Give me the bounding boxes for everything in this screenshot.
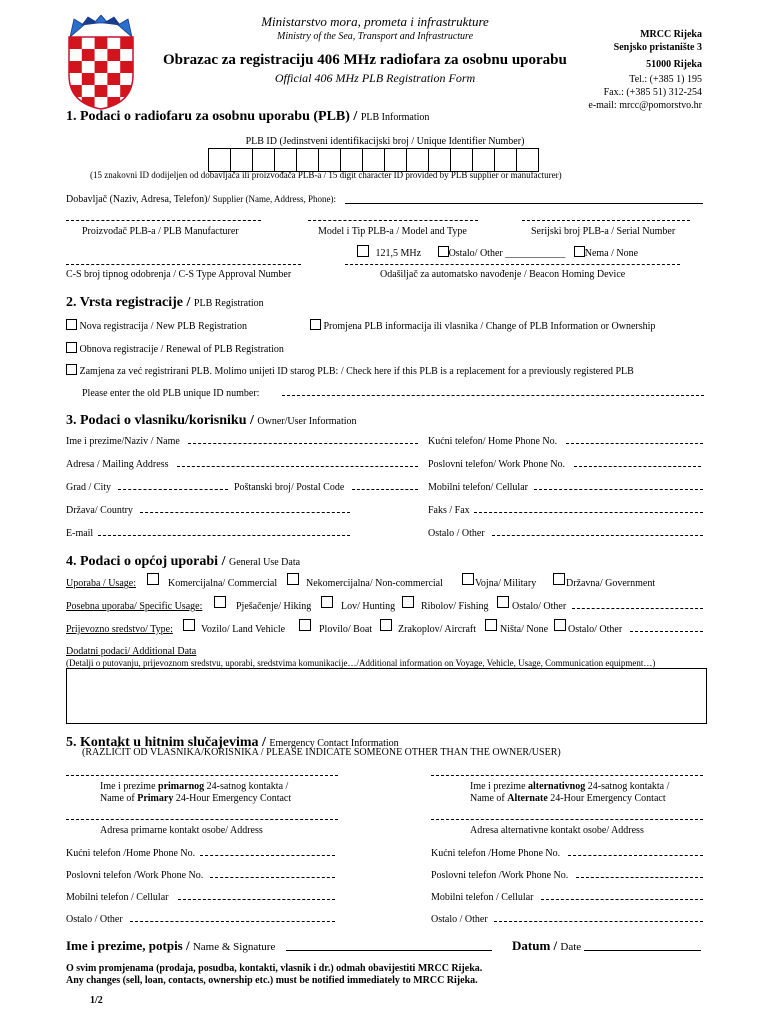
primary-address-label: Adresa primarne kontakt osobe/ Address [100,825,263,836]
homing-121-checkbox[interactable] [357,245,369,257]
alternate-address-label: Adresa alternativne kontakt osobe/ Address [470,825,644,836]
usage-government-label: Državna/ Government [566,578,656,589]
alternate-work-phone-label: Poslovni telefon /Work Phone No. [431,870,569,881]
mrcc-tel: Tel.: (+385 1) 195 [629,74,702,85]
additional-data-textarea[interactable] [66,668,707,724]
reg-replace-option[interactable]: Zamjena za već registrirani PLB. Molimo unijeti ID starog PLB: / Check here if this PLB is a replacement for a previously registered PLB [66,364,634,377]
vehicle-other-checkbox[interactable] [554,619,566,631]
usage-hiking-checkbox[interactable] [214,596,226,608]
owner-other-field[interactable] [492,535,703,536]
primary-address-field[interactable] [66,819,338,820]
plb-id-input-grid[interactable] [208,148,539,172]
owner-fax-field[interactable] [474,512,703,513]
alternate-name-field[interactable] [431,775,703,776]
owner-mobile-field[interactable] [534,489,703,490]
primary-name-field[interactable] [66,775,338,776]
owner-city-label: Grad / City [66,482,111,493]
vehicle-type-label: Prijevozno sredstvo/ Type: [66,624,173,635]
owner-fax-label: Faks / Fax [428,505,470,516]
alternate-work-phone-field[interactable] [576,877,703,878]
primary-name-label: Ime i prezime primarnog 24-satnog kontakta / Name of Primary 24-Hour Emergency Contact [100,781,292,804]
owner-postal-field[interactable] [352,489,418,490]
manufacturer-field[interactable] [66,220,261,221]
owner-name-field[interactable] [188,443,418,444]
owner-name-label: Ime i prezime/Naziv / Name [66,436,180,447]
usage-military-label: Vojna/ Military [475,578,537,589]
vehicle-land-checkbox[interactable] [183,619,195,631]
alternate-mobile-field[interactable] [541,899,703,900]
reg-new-checkbox[interactable] [66,319,77,330]
owner-country-field[interactable] [140,512,350,513]
reg-renewal-option[interactable]: Obnova registracije / Renewal of PLB Registration [66,342,284,355]
owner-address-field[interactable] [177,466,418,467]
primary-work-phone-label: Poslovni telefon /Work Phone No. [66,870,204,881]
owner-country-label: Država/ Country [66,505,133,516]
usage-noncommercial-label: Nekomercijalna/ Non-commercial [306,578,443,589]
owner-postal-label: Poštanski broj/ Postal Code [234,482,345,493]
ministry-name-hr: Ministarstvo mora, prometa i infrastrukture [261,14,489,29]
manufacturer-label: Proizvođač PLB-a / PLB Manufacturer [82,226,239,237]
vehicle-aircraft-checkbox[interactable] [380,619,392,631]
usage-government-checkbox[interactable] [553,573,565,585]
usage-noncommercial-checkbox[interactable] [287,573,299,585]
cs-number-label: C-S broj tipnog odobrenja / C-S Type Approval Number [66,269,292,280]
primary-work-phone-field[interactable] [210,877,335,878]
alternate-home-phone-field[interactable] [568,855,703,856]
vehicle-boat-label: Plovilo/ Boat [319,624,373,635]
date-field[interactable] [584,950,701,951]
signature-field[interactable] [286,950,492,951]
serial-field[interactable] [522,220,690,221]
owner-other-label: Ostalo / Other [428,528,485,539]
section-1-title: 1. Podaci o radiofaru za osobnu uporabu (PLB) / PLB Information [66,109,430,124]
form-title-en: Official 406 MHz PLB Registration Form [274,71,476,85]
primary-home-phone-label: Kućni telefon /Home Phone No. [66,848,196,859]
additional-data-label: Dodatni podaci/ Additional Data [66,646,197,657]
alternate-name-label: Ime i prezime alternativnog 24-satnog kontakta / Name of Alternate 24-Hour Emergency Contact [470,781,670,804]
primary-home-phone-field[interactable] [200,855,335,856]
serial-label: Serijski broj PLB-a / Serial Number [531,226,676,237]
usage-specific-other-field[interactable] [572,608,703,609]
reg-new-option[interactable]: Nova registracija / New PLB Registration [66,319,247,332]
section-3-title: 3. Podaci o vlasniku/korisniku / Owner/User Information [66,413,357,428]
emergency-note: (RAZLIČIT OD VLASNIKA/KORISNIKA / PLEASE INDICATE SOMEONE OTHER THAN THE OWNER/USER) [82,747,561,758]
primary-other-label: Ostalo / Other [66,914,123,925]
reg-replace-checkbox[interactable] [66,364,77,375]
reg-change-checkbox[interactable] [310,319,321,330]
page-number: 1/2 [90,995,103,1006]
reg-change-option[interactable]: Promjena PLB informacija ili vlasnika / Change of PLB Information or Ownership [310,319,655,332]
owner-email-field[interactable] [98,535,350,536]
homing-options: 121,5 MHz Ostalo/ Other ____________ Nema / None [357,245,638,259]
usage-commercial-checkbox[interactable] [147,573,159,585]
reg-renewal-checkbox[interactable] [66,342,77,353]
vehicle-other-label: Ostalo/ Other [568,624,623,635]
old-id-field[interactable] [282,395,704,396]
mrcc-fax: Fax.: (+385 51) 312-254 [603,87,702,98]
vehicle-none-checkbox[interactable] [485,619,497,631]
form-title: Obrazac za registraciju 406 MHz radiofara za osobnu uporabu [163,52,567,68]
usage-specific-other-label: Ostalo/ Other [512,601,567,612]
usage-fishing-checkbox[interactable] [402,596,414,608]
alternate-mobile-label: Mobilni telefon / Cellular [431,892,534,903]
supplier-field[interactable] [345,203,703,204]
notice-hr: O svim promjenama (prodaja, posudba, kontakti, vlasnik i dr.) odmah obavijestiti MRCC Rijeka. [66,963,483,974]
mrcc-name: MRCC Rijeka [640,29,702,40]
vehicle-other-field[interactable] [630,631,703,632]
owner-work-phone-label: Poslovni telefon/ Work Phone No. [428,459,566,470]
owner-address-label: Adresa / Mailing Address [66,459,169,470]
usage-hunting-checkbox[interactable] [321,596,333,608]
old-id-label: Please enter the old PLB unique ID number: [82,388,260,399]
plb-id-note: (15 znakovni ID dodijeljen od dobavljača ili proizvođača PLB-a / 15 digit character ID provided by PLB supplier or manufacturer) [90,170,562,180]
supplier-label: Dobavljač (Naziv, Adresa, Telefon)/ Supplier (Name, Address, Phone): [66,194,336,205]
vehicle-aircraft-label: Zrakoplov/ Aircraft [398,624,477,635]
vehicle-none-label: Ništa/ None [500,624,549,635]
mrcc-street: Senjsko pristanište 3 [613,42,702,53]
alternate-other-label: Ostalo / Other [431,914,488,925]
signature-label: Ime i prezime, potpis / Name & Signature [66,938,276,953]
owner-city-field[interactable] [118,489,228,490]
section-2-title: 2. Vrsta registracije / PLB Registration [66,295,264,310]
alternate-address-field[interactable] [431,819,703,820]
owner-email-label: E-mail [66,528,94,539]
homing-field[interactable] [345,264,680,265]
homing-label: Odašiljač za automatsko navođenje / Beacon Homing Device [380,269,626,280]
date-label: Datum / Date [512,938,582,953]
coat-of-arms-logo [66,15,136,110]
owner-work-phone-field[interactable] [574,466,701,467]
primary-other-field[interactable] [130,921,335,922]
usage-fishing-label: Ribolov/ Fishing [421,601,489,612]
additional-data-note: (Detalji o putovanju, prijevoznom sredstvu, uporabi, sredstvima komunikacije…/Additional information on Voyage, Vehicle, Usage, Communication equipment…) [66,658,656,668]
vehicle-land-label: Vozilo/ Land Vehicle [201,624,286,635]
vehicle-boat-checkbox[interactable] [299,619,311,631]
owner-home-phone-field[interactable] [566,443,703,444]
usage-hunting-label: Lov/ Hunting [341,601,396,612]
mrcc-email: e-mail: mrcc@pomorstvo.hr [588,100,702,111]
homing-other-checkbox[interactable] [438,246,449,257]
usage-label: Uporaba / Usage: [66,578,136,589]
mrcc-city: 51000 Rijeka [646,59,702,70]
primary-mobile-label: Mobilni telefon / Cellular [66,892,169,903]
cs-number-field[interactable] [66,264,301,265]
homing-none-checkbox[interactable] [574,246,585,257]
specific-usage-label: Posebna uporaba/ Specific Usage: [66,601,203,612]
section-5-title: 5. Kontakt u hitnim slučajevima / Emergency Contact Information [66,735,399,750]
usage-hiking-label: Pješačenje/ Hiking [236,601,312,612]
ministry-name-en: Ministry of the Sea, Transport and Infrastructure [276,31,474,42]
usage-commercial-label: Komercijalna/ Commercial [168,578,278,589]
primary-mobile-field[interactable] [178,899,335,900]
model-field[interactable] [308,220,478,221]
owner-home-phone-label: Kućni telefon/ Home Phone No. [428,436,558,447]
model-label: Model i Tip PLB-a / Model and Type [318,226,467,237]
alternate-other-field[interactable] [494,921,703,922]
alternate-home-phone-label: Kućni telefon /Home Phone No. [431,848,561,859]
usage-specific-other-checkbox[interactable] [497,596,509,608]
notice-en: Any changes (sell, loan, contacts, ownership etc.) must be notified immediately to MRCC Rijeka. [66,975,478,986]
section-4-title: 4. Podaci o općoj uporabi / General Use Data [66,554,301,569]
mrcc-contact-block [588,28,702,112]
plb-id-label: PLB ID (Jedinstveni identifikacijski broj / Unique Identifier Number) [245,136,525,147]
usage-military-checkbox[interactable] [462,573,474,585]
owner-mobile-label: Mobilni telefon/ Cellular [428,482,528,493]
